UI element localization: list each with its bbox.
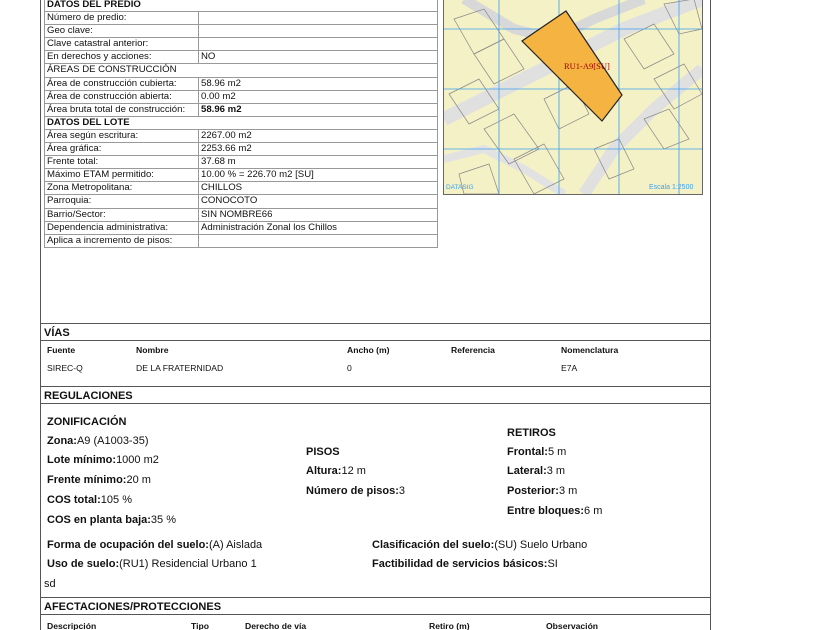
- predio-value: 58.96 m2: [199, 103, 438, 116]
- uso-cont: sd: [44, 578, 56, 590]
- zona-line: Zona:A9 (A1003-35): [47, 435, 149, 447]
- cospb-line: COS en planta baja:35 %: [47, 514, 176, 526]
- predio-value: 2267.00 m2: [199, 129, 438, 142]
- predio-section-title: DATOS DEL LOTE: [45, 116, 438, 129]
- predio-label: Zona Metropolitana:: [45, 182, 199, 195]
- entre-line: Entre bloques:6 m: [507, 505, 603, 517]
- predio-label: Área de construcción abierta:: [45, 90, 199, 103]
- predio-label: Aplica a incremento de pisos:: [45, 234, 199, 247]
- forma-line: Forma de ocupación del suelo:(A) Aislada: [47, 539, 263, 551]
- predio-row: [45, 221, 438, 234]
- vias-col-fuente: Fuente: [47, 345, 76, 355]
- map-svg: [444, 0, 702, 194]
- frente-line: Frente mínimo:20 m: [47, 474, 151, 486]
- predio-label: Número de predio:: [45, 12, 199, 25]
- predio-label: Parroquia:: [45, 195, 199, 208]
- predio-label: Área gráfica:: [45, 143, 199, 156]
- fact-line: Factibilidad de servicios básicos:SI: [372, 558, 558, 570]
- predio-label: Frente total:: [45, 156, 199, 169]
- vias-cell-fuente: SIREC-Q: [47, 363, 83, 373]
- clasif-line: Clasificación del suelo:(SU) Suelo Urbano: [372, 539, 588, 551]
- predio-label: Dependencia administrativa:: [45, 221, 199, 234]
- zonificacion-title: ZONIFICACIÓN: [47, 416, 127, 428]
- predio-value: Administración Zonal los Chillos: [199, 221, 438, 234]
- predio-value: CHILLOS: [199, 182, 438, 195]
- predio-label: Área según escritura:: [45, 129, 199, 142]
- vias-col-referencia: Referencia: [451, 345, 495, 355]
- afect-col-tipo: Tipo: [191, 621, 209, 630]
- predio-section-title: DATOS DEL PREDIO: [45, 0, 438, 12]
- predio-label: Máximo ETAM permitido:: [45, 169, 199, 182]
- map-scale-label: Escala 1:2500: [649, 184, 694, 191]
- map-corner-label: DATASIG: [446, 184, 474, 191]
- retiros-title: RETIROS: [507, 427, 556, 439]
- vias-col-nomenclatura: Nomenclatura: [561, 345, 619, 355]
- regulaciones-header: REGULACIONES: [41, 386, 710, 404]
- afect-col-retiro: Retiro (m): [429, 621, 470, 630]
- predio-row: [45, 169, 438, 182]
- predio-value: [199, 25, 438, 38]
- predio-row: [45, 77, 438, 90]
- predio-value: [199, 38, 438, 51]
- location-map[interactable]: [443, 0, 703, 195]
- predio-row: [45, 103, 438, 116]
- predio-row: [45, 116, 438, 129]
- lote-line: Lote mínimo:1000 m2: [47, 454, 159, 466]
- lateral-line: Lateral:3 m: [507, 465, 566, 477]
- cos-line: COS total:105 %: [47, 494, 132, 506]
- predio-label: Área de construcción cubierta:: [45, 77, 199, 90]
- predio-row: [45, 208, 438, 221]
- vias-cell-nomenclatura: E7A: [561, 363, 578, 373]
- predio-row: [45, 38, 438, 51]
- predio-row: [45, 143, 438, 156]
- predio-row: [45, 0, 438, 12]
- frontal-line: Frontal:5 m: [507, 446, 567, 458]
- vias-cell-ancho: 0: [347, 363, 352, 373]
- vias-header: VÍAS: [41, 323, 710, 341]
- pisos-title: PISOS: [306, 446, 340, 458]
- predio-value: [199, 12, 438, 25]
- predio-value: 2253.66 m2: [199, 143, 438, 156]
- afect-col-derecho: Derecho de vía: [245, 621, 307, 630]
- predio-value: NO: [199, 51, 438, 64]
- predio-value: 37.68 m: [199, 156, 438, 169]
- altura-line: Altura:12 m: [306, 465, 366, 477]
- predio-label: Barrio/Sector:: [45, 208, 199, 221]
- predio-row: [45, 195, 438, 208]
- predio-row: [45, 156, 438, 169]
- predio-row: [45, 129, 438, 142]
- parcel-label: RU1-A9[SU]: [564, 61, 610, 71]
- afectaciones-header: AFECTACIONES/PROTECCIONES: [41, 597, 710, 615]
- predio-row: [45, 51, 438, 64]
- predio-label: Área bruta total de construcción:: [45, 103, 199, 116]
- predio-label: Clave catastral anterior:: [45, 38, 199, 51]
- predio-value: [199, 234, 438, 247]
- vias-cell-nombre: DE LA FRATERNIDAD: [136, 363, 224, 373]
- posterior-line: Posterior:3 m: [507, 485, 578, 497]
- predio-value: SIN NOMBRE66: [199, 208, 438, 221]
- predio-section-title: ÁREAS DE CONSTRUCCIÓN: [45, 64, 438, 77]
- predio-row: [45, 90, 438, 103]
- predio-label: Geo clave:: [45, 25, 199, 38]
- predio-value: 0.00 m2: [199, 90, 438, 103]
- afect-col-descripcion: Descripción: [47, 621, 97, 630]
- predio-value: CONOCOTO: [199, 195, 438, 208]
- predio-value: 58.96 m2: [199, 77, 438, 90]
- predio-row: [45, 25, 438, 38]
- uso-line: Uso de suelo:(RU1) Residencial Urbano 1: [47, 558, 257, 570]
- afect-col-observacion: Observación: [546, 621, 599, 630]
- vias-col-ancho: Ancho (m): [347, 345, 390, 355]
- predio-value: 10.00 % = 226.70 m2 [SU]: [199, 169, 438, 182]
- predio-row: [45, 234, 438, 247]
- npisos-line: Número de pisos:3: [306, 485, 406, 497]
- predio-row: [45, 182, 438, 195]
- predio-label: En derechos y acciones:: [45, 51, 199, 64]
- document-page: [40, 0, 711, 630]
- vias-col-nombre: Nombre: [136, 345, 169, 355]
- predio-table: [44, 0, 438, 248]
- predio-row: [45, 12, 438, 25]
- predio-row: [45, 64, 438, 77]
